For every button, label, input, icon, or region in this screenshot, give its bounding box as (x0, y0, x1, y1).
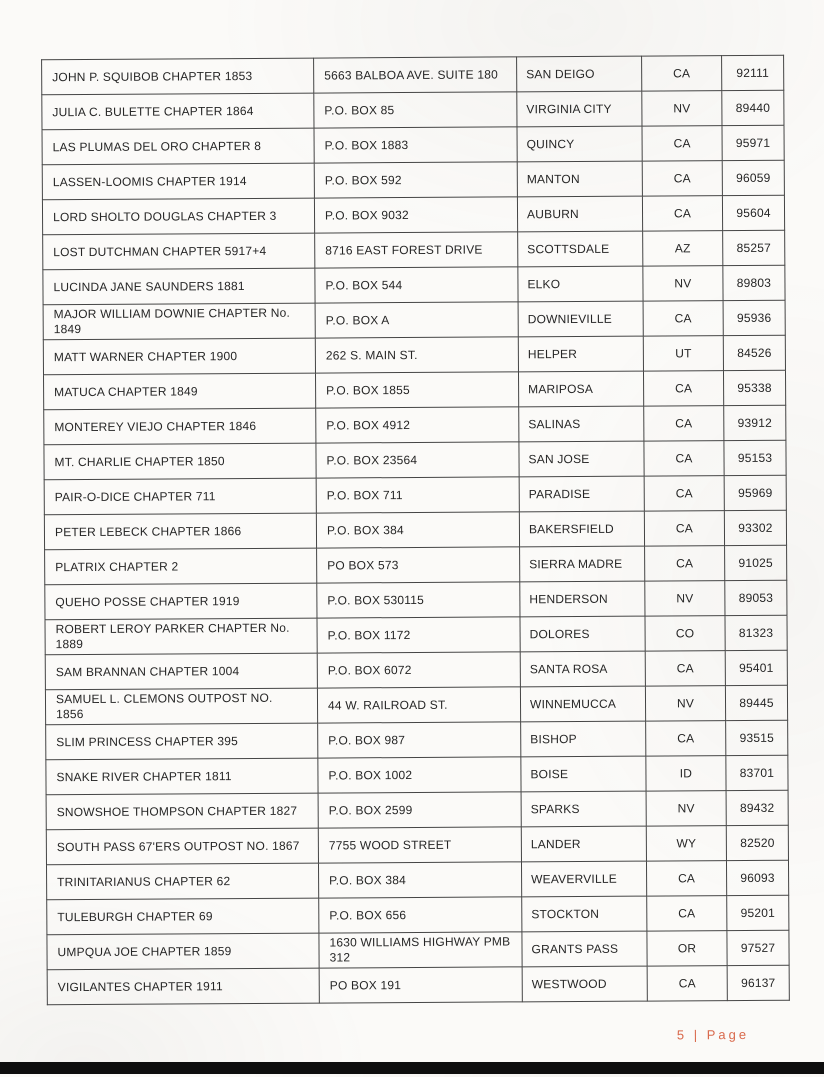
zip-cell: 91025 (725, 545, 787, 580)
state-cell: CA (642, 126, 722, 161)
city-cell: SCOTTSDALE (518, 231, 643, 267)
table-row (44, 510, 786, 550)
city-cell: DOLORES (520, 616, 645, 652)
state-cell: CA (645, 546, 725, 581)
table-row (44, 475, 786, 515)
chapter-name-cell: SNOWSHOE THOMPSON CHAPTER 1827 (46, 793, 318, 830)
zip-cell: 81323 (725, 615, 787, 650)
address-cell: P.O. BOX 1855 (315, 372, 518, 408)
state-cell: UT (643, 336, 723, 371)
table-row (44, 440, 786, 480)
table-row (44, 370, 786, 410)
address-cell: 262 S. MAIN ST. (315, 337, 518, 373)
state-cell: CA (643, 301, 723, 336)
city-cell: STOCKTON (522, 896, 647, 932)
city-cell: SPARKS (521, 791, 646, 827)
state-cell: CA (646, 721, 726, 756)
page-number-label: 5 | Page (676, 1026, 750, 1043)
state-cell: NV (646, 791, 726, 826)
address-cell: P.O. BOX 592 (314, 162, 517, 198)
zip-cell: 95971 (722, 125, 784, 160)
zip-cell: 95201 (727, 895, 789, 930)
chapter-name-cell: SOUTH PASS 67'ERS OUTPOST NO. 1867 (46, 828, 318, 865)
table-row (43, 230, 785, 270)
address-cell: PO BOX 191 (319, 967, 522, 1003)
chapter-name-cell: ROBERT LEROY PARKER CHAPTER No. 1889 (45, 618, 317, 655)
chapter-address-table (41, 55, 790, 1006)
address-cell: 5663 BALBOA AVE. SUITE 180 (314, 57, 517, 93)
chapter-name-cell: LASSEN-LOOMIS CHAPTER 1914 (42, 163, 314, 200)
bottom-scan-bar (0, 1062, 824, 1074)
zip-cell: 97527 (727, 930, 789, 965)
state-cell: NV (642, 91, 722, 126)
city-cell: PARADISE (519, 476, 644, 512)
city-cell: WESTWOOD (522, 966, 647, 1002)
chapter-name-cell: PLATRIX CHAPTER 2 (45, 548, 317, 585)
chapter-name-cell: MATUCA CHAPTER 1849 (44, 373, 316, 410)
city-cell: HELPER (518, 336, 643, 372)
zip-cell: 95969 (724, 475, 786, 510)
city-cell: BAKERSFIELD (519, 511, 644, 547)
state-cell: WY (646, 826, 726, 861)
table-row (45, 650, 787, 690)
chapter-name-cell: SLIM PRINCESS CHAPTER 395 (46, 723, 318, 760)
city-cell: SALINAS (519, 406, 644, 442)
state-cell: CA (647, 896, 727, 931)
city-cell: BISHOP (521, 721, 646, 757)
table-row (46, 825, 788, 865)
address-cell: 8716 EAST FOREST DRIVE (315, 232, 518, 268)
chapter-name-cell: MAJOR WILLIAM DOWNIE CHAPTER No. 1849 (43, 303, 315, 340)
page-footer (677, 1027, 749, 1042)
chapter-name-cell: SAMUEL L. CLEMONS OUTPOST NO. 1856 (45, 688, 317, 725)
zip-cell: 95936 (723, 300, 785, 335)
state-cell: CA (644, 441, 724, 476)
table-row (46, 860, 788, 900)
chapter-name-cell: LAS PLUMAS DEL ORO CHAPTER 8 (42, 128, 314, 165)
chapter-name-cell: TULEBURGH CHAPTER 69 (47, 898, 319, 935)
address-cell: P.O. BOX 1002 (318, 757, 521, 793)
city-cell: WINNEMUCCA (520, 686, 645, 722)
zip-cell: 83701 (726, 755, 788, 790)
state-cell: NV (645, 686, 725, 721)
state-cell: CA (642, 56, 722, 91)
state-cell: CA (647, 966, 727, 1001)
chapter-name-cell: SAM BRANNAN CHAPTER 1004 (45, 653, 317, 690)
zip-cell: 89053 (725, 580, 787, 615)
address-cell: P.O. BOX 1172 (317, 617, 520, 653)
zip-cell: 93515 (726, 720, 788, 755)
address-cell: P.O. BOX 23564 (316, 442, 519, 478)
address-cell: P.O. BOX A (315, 302, 518, 338)
chapter-name-cell: MT. CHARLIE CHAPTER 1850 (44, 443, 316, 480)
address-cell: P.O. BOX 85 (314, 92, 517, 128)
chapter-name-cell: MONTEREY VIEJO CHAPTER 1846 (44, 408, 316, 445)
city-cell: VIRGINIA CITY (517, 91, 642, 127)
chapter-name-cell: PAIR-O-DICE CHAPTER 711 (44, 478, 316, 515)
state-cell: CA (646, 861, 726, 896)
city-cell: SIERRA MADRE (520, 546, 645, 582)
city-cell: SAN JOSE (519, 441, 644, 477)
state-cell: CA (643, 371, 723, 406)
chapter-name-cell: QUEHO POSSE CHAPTER 1919 (45, 583, 317, 620)
table-row (47, 965, 789, 1005)
zip-cell: 96137 (727, 965, 789, 1000)
table-row (46, 755, 788, 795)
chapter-name-cell: LUCINDA JANE SAUNDERS 1881 (43, 268, 315, 305)
zip-cell: 93912 (724, 405, 786, 440)
chapter-name-cell: TRINITARIANUS CHAPTER 62 (46, 863, 318, 900)
address-cell: P.O. BOX 656 (319, 897, 522, 933)
address-cell: P.O. BOX 987 (318, 722, 521, 758)
table-row (42, 125, 784, 165)
chapter-name-cell: MATT WARNER CHAPTER 1900 (43, 338, 315, 375)
state-cell: CA (642, 161, 722, 196)
table-row (43, 265, 785, 305)
state-cell: CO (645, 616, 725, 651)
city-cell: DOWNIEVILLE (518, 301, 643, 337)
table-row (45, 545, 787, 585)
city-cell: SANTA ROSA (520, 651, 645, 687)
address-cell: P.O. BOX 711 (316, 477, 519, 513)
table-row (46, 720, 788, 760)
zip-cell: 89803 (723, 265, 785, 300)
table-row (43, 335, 785, 375)
state-cell: ID (646, 756, 726, 791)
address-cell: P.O. BOX 4912 (316, 407, 519, 443)
table-row (45, 685, 787, 725)
chapter-name-cell: LOST DUTCHMAN CHAPTER 5917+4 (43, 233, 315, 270)
address-cell: 44 W. RAILROAD ST. (317, 687, 520, 723)
zip-cell: 82520 (726, 825, 788, 860)
city-cell: MARIPOSA (518, 371, 643, 407)
state-cell: CA (645, 651, 725, 686)
chapter-name-cell: PETER LEBECK CHAPTER 1866 (44, 513, 316, 550)
state-cell: NV (645, 581, 725, 616)
address-cell: PO BOX 573 (317, 547, 520, 583)
table-row (47, 930, 789, 970)
address-cell: P.O. BOX 384 (318, 862, 521, 898)
address-cell: P.O. BOX 384 (316, 512, 519, 548)
table-row (42, 195, 784, 235)
chapter-name-cell: VIGILANTES CHAPTER 1911 (47, 968, 319, 1005)
state-cell: CA (644, 406, 724, 441)
city-cell: HENDERSON (520, 581, 645, 617)
table-row (46, 790, 788, 830)
state-cell: NV (643, 266, 723, 301)
chapter-name-cell: UMPQUA JOE CHAPTER 1859 (47, 933, 319, 970)
address-cell: P.O. BOX 9032 (314, 197, 517, 233)
table-row (47, 895, 789, 935)
state-cell: AZ (643, 231, 723, 266)
zip-cell: 89432 (726, 790, 788, 825)
state-cell: OR (647, 931, 727, 966)
address-cell: P.O. BOX 6072 (317, 652, 520, 688)
chapter-name-cell: JULIA C. BULETTE CHAPTER 1864 (42, 93, 314, 130)
zip-cell: 84526 (723, 335, 785, 370)
address-cell: 7755 WOOD STREET (318, 827, 521, 863)
table-row (42, 160, 784, 200)
chapter-table-body (42, 55, 790, 1005)
address-cell: P.O. BOX 544 (315, 267, 518, 303)
table-row (45, 580, 787, 620)
zip-cell: 85257 (723, 230, 785, 265)
state-cell: CA (642, 196, 722, 231)
zip-cell: 95604 (722, 195, 784, 230)
city-cell: QUINCY (517, 126, 642, 162)
table-row (42, 90, 784, 130)
city-cell: BOISE (521, 756, 646, 792)
zip-cell: 92111 (722, 55, 784, 90)
chapter-name-cell: JOHN P. SQUIBOB CHAPTER 1853 (42, 58, 314, 95)
city-cell: WEAVERVILLE (521, 861, 646, 897)
address-cell: 1630 WILLIAMS HIGHWAY PMB 312 (319, 932, 522, 968)
city-cell: SAN DEIGO (517, 56, 642, 92)
zip-cell: 89440 (722, 90, 784, 125)
table-row (44, 405, 786, 445)
chapter-name-cell: LORD SHOLTO DOUGLAS CHAPTER 3 (42, 198, 314, 235)
city-cell: MANTON (517, 161, 642, 197)
state-cell: CA (644, 511, 724, 546)
city-cell: AUBURN (517, 196, 642, 232)
table-row (45, 615, 787, 655)
table-row (42, 55, 784, 95)
city-cell: GRANTS PASS (522, 931, 647, 967)
address-cell: P.O. BOX 2599 (318, 792, 521, 828)
zip-cell: 95338 (723, 370, 785, 405)
zip-cell: 96059 (722, 160, 784, 195)
zip-cell: 95153 (724, 440, 786, 475)
zip-cell: 95401 (725, 650, 787, 685)
table-row (43, 300, 785, 340)
city-cell: LANDER (521, 826, 646, 862)
address-cell: P.O. BOX 1883 (314, 127, 517, 163)
zip-cell: 93302 (724, 510, 786, 545)
chapter-name-cell: SNAKE RIVER CHAPTER 1811 (46, 758, 318, 795)
state-cell: CA (644, 476, 724, 511)
address-cell: P.O. BOX 530115 (317, 582, 520, 618)
zip-cell: 89445 (725, 685, 787, 720)
city-cell: ELKO (518, 266, 643, 302)
zip-cell: 96093 (726, 860, 788, 895)
